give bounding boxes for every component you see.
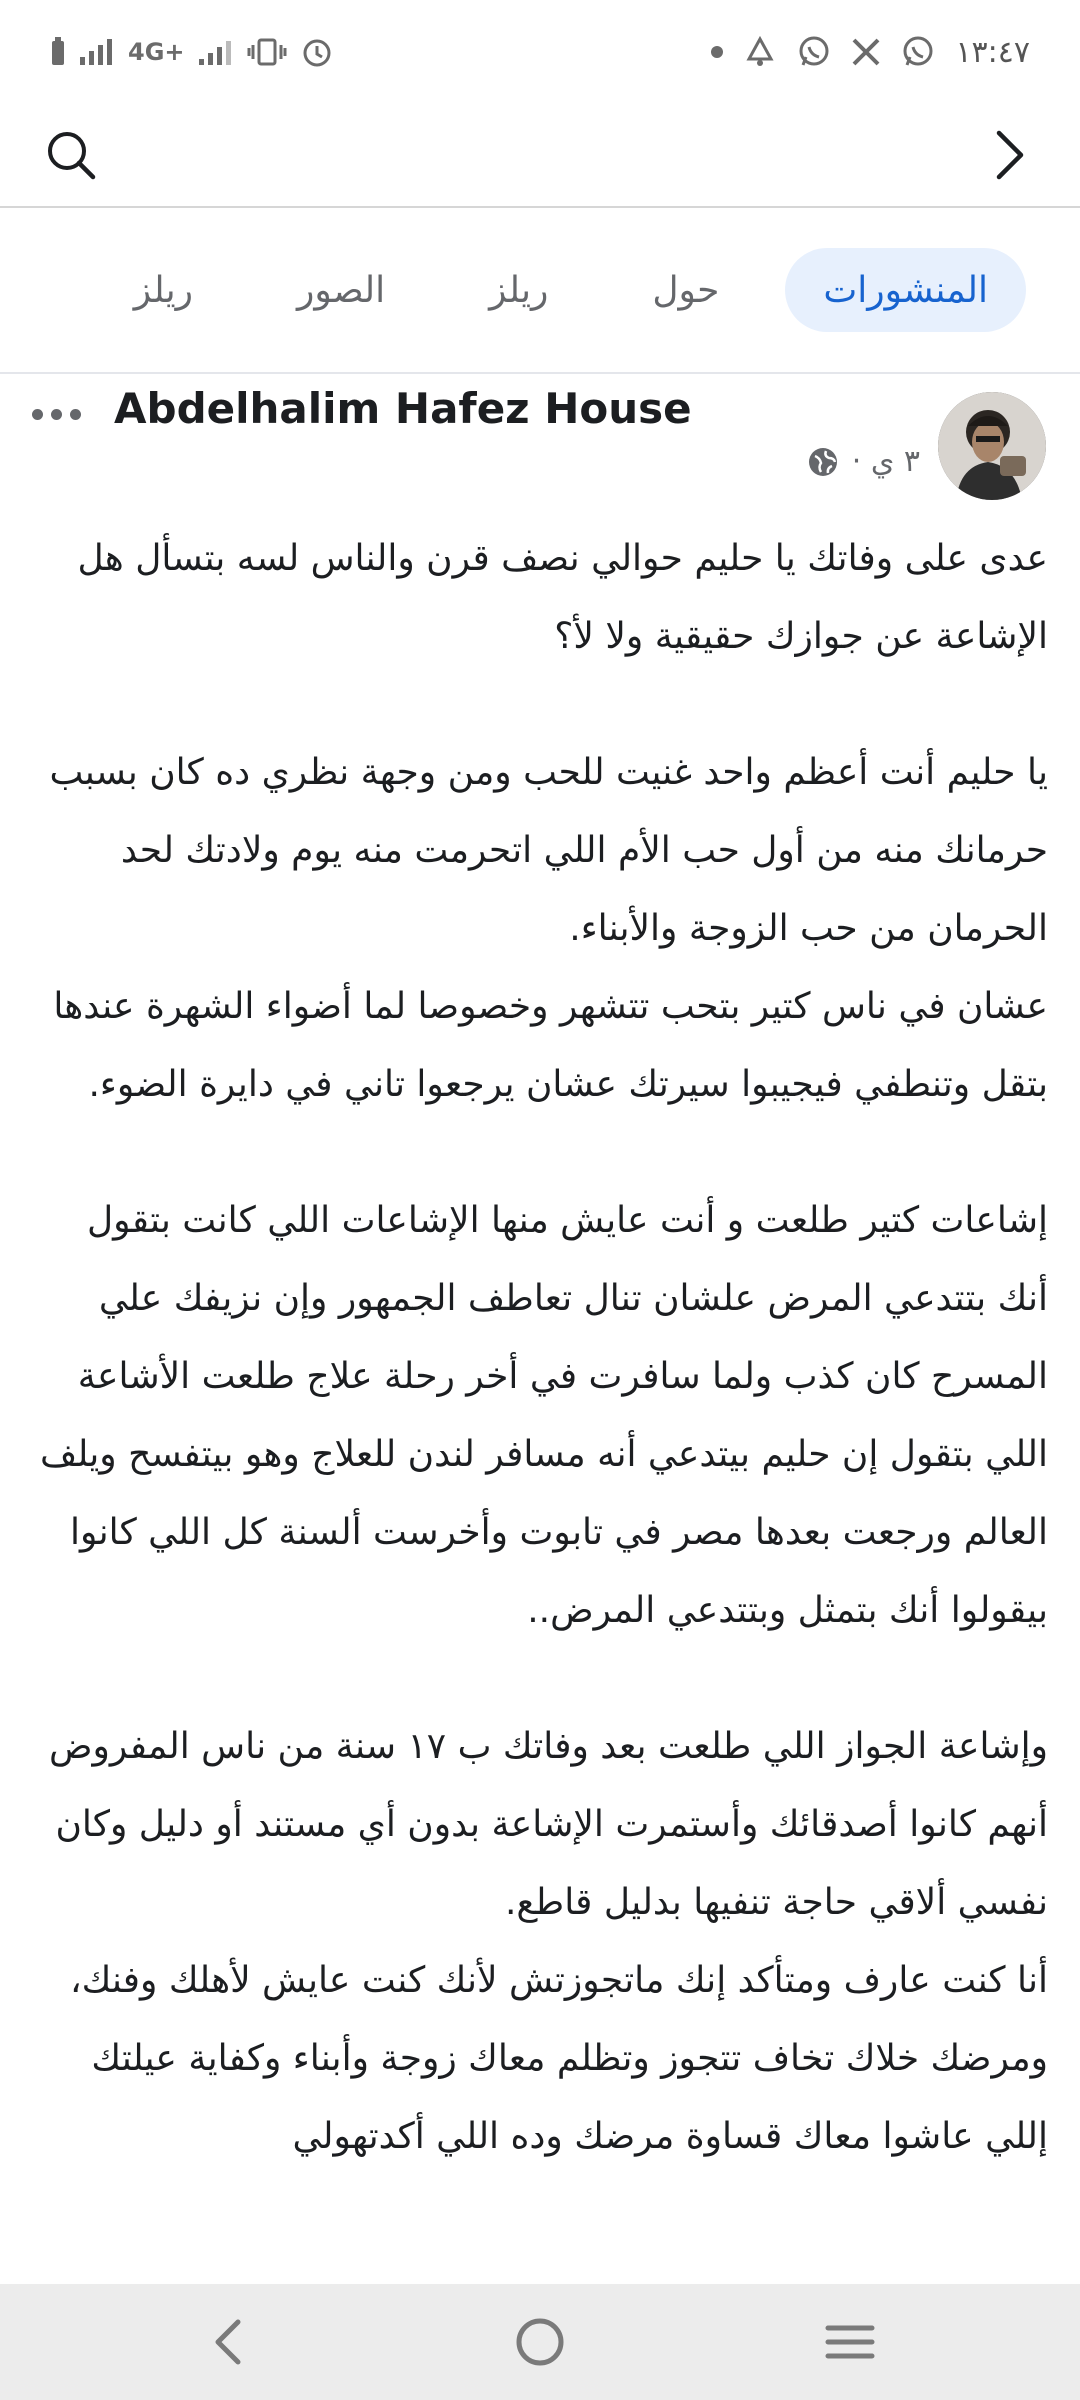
- post-paragraph: يا حليم أنت أعظم واحد غنيت للحب ومن وجهة نظري ده كان بسبب حرمانك منه من أول حب الأم اللي اتحرمت منه يوم ولادتك لحد الحرمان من حب الزوجة والأبناء.: [49, 752, 1048, 949]
- tab-photos[interactable]: الصور: [296, 269, 386, 311]
- tab-reels-2[interactable]: ريلز: [133, 269, 193, 311]
- status-left: [50, 28, 333, 76]
- nav-recents-icon: [822, 2314, 878, 2370]
- post-header: [0, 374, 1080, 514]
- signal-icon: [80, 37, 114, 67]
- nav-home-icon: [512, 2314, 568, 2370]
- paragraph-gap: [30, 1650, 1048, 1708]
- search-button[interactable]: [38, 122, 104, 188]
- paragraph-gap: [30, 1124, 1048, 1182]
- nav-home-button[interactable]: [480, 2306, 600, 2378]
- tab-about[interactable]: حول: [652, 269, 720, 311]
- x-icon: [851, 37, 881, 67]
- tab-reels[interactable]: ريلز: [489, 269, 549, 311]
- whatsapp-icon: [797, 35, 831, 69]
- system-nav-bar: [0, 2284, 1080, 2400]
- search-icon: [43, 127, 99, 183]
- globe-icon: [808, 447, 838, 477]
- nav-back-icon: [208, 2314, 248, 2370]
- signal-icon: [199, 37, 233, 67]
- post-text: [30, 520, 1048, 2176]
- post-meta: [808, 444, 920, 479]
- post-author[interactable]: Abdelhalim Hafez House: [114, 384, 692, 433]
- status-right: [711, 28, 1030, 76]
- post-paragraph: إشاعات كتير طلعت و أنت عايش منها الإشاعات اللي كانت بتقول أنك بتتدعي المرض علشان تنال تعاطف الجمهور وإن نزيفك علي المسرح كان كذب ولما سافرت في أخر رحلة علاج طلعت الأشاعة اللي بتقول إن حليم بيتدعي أنه مسافر لندن للعلاج وهو بيتفسح ويلف العالم ورجعت بعدها مصر في تابوت وأخرست ألسنة كل اللي كانوا بيقولوا أنك بتمثل وبتتدعي المرض..: [40, 1200, 1048, 1631]
- battery-icon: [50, 37, 66, 67]
- nav-back-button[interactable]: [168, 2306, 288, 2378]
- back-button[interactable]: [976, 122, 1042, 188]
- post-paragraph: أنا كنت عارف ومتأكد إنك ماتجوزتش لأنك كنت عايش لأهلك وفنك، ومرضك خلاك تخاف تتجوز وتظلم معاك زوجة وأبناء وكفاية عيلتك إللي عاشوا معاك قساوة مرضك وده اللي أكدتهولي: [69, 1960, 1048, 2157]
- avatar[interactable]: [938, 392, 1046, 500]
- post-paragraph: عدى على وفاتك يا حليم حوالي نصف قرن والناس لسه بتسأل هل الإشاعة عن جوازك حقيقية ولا لأ؟: [77, 538, 1048, 657]
- clock: ١٣:٤٧: [955, 34, 1030, 70]
- paragraph-gap: [30, 676, 1048, 734]
- post-paragraph: عشان في ناس كتير بتحب تتشهر وخصوصا لما أضواء الشهرة عندها بتقل وتنطفي فيجيبوا سيرتك عشان يرجعوا تاني في دايرة الضوء.: [53, 986, 1048, 1105]
- network-type: 4G+: [128, 38, 185, 66]
- post-paragraph: وإشاعة الجواز اللي طلعت بعد وفاتك ب ١٧ سنة من ناس المفروض أنهم كانوا أصدقائك وأستمرت الإشاعة بدون أي مستند أو دليل وكان نفسي ألاقي حاجة تنفيها بدليل قاطع.: [48, 1726, 1048, 1923]
- vibrate-icon: [247, 37, 287, 67]
- alarm-icon: [301, 36, 333, 68]
- chevron-right-icon: [989, 127, 1029, 183]
- more-options-button[interactable]: [26, 394, 86, 434]
- top-bar: [0, 104, 1080, 208]
- messenger-icon: [743, 35, 777, 69]
- status-bar: [0, 0, 1080, 104]
- post-time: ٣ ي ·: [851, 444, 920, 479]
- whatsapp-icon: [901, 35, 935, 69]
- profile-tabs: [0, 208, 1080, 374]
- notification-dot-icon: [711, 46, 723, 58]
- nav-recents-button[interactable]: [790, 2306, 910, 2378]
- tab-posts[interactable]: المنشورات: [785, 248, 1026, 332]
